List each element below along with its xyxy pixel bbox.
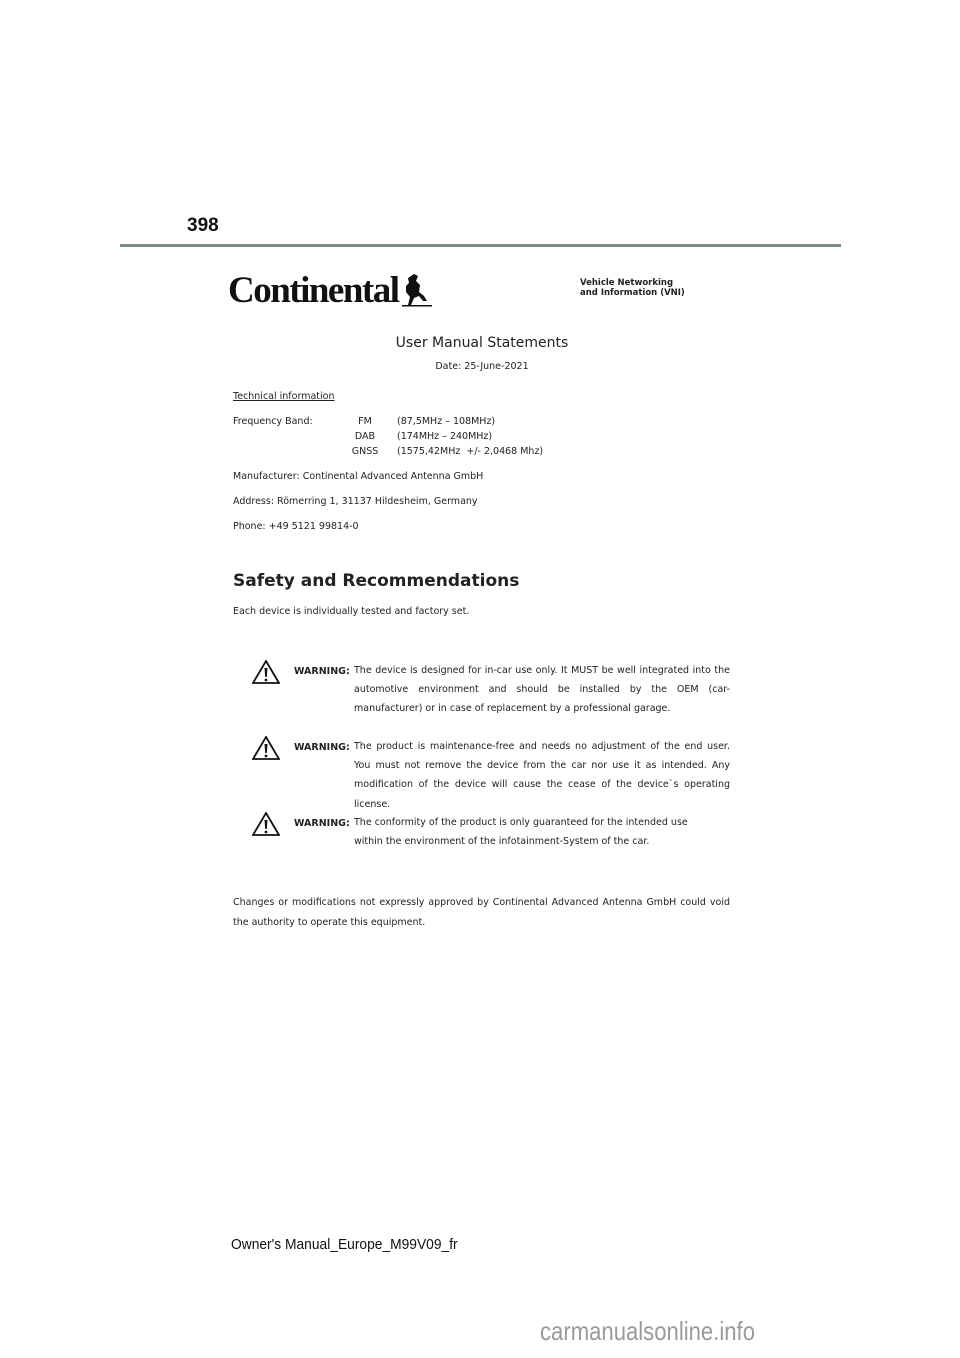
phone: Phone: +49 5121 99814-0 [233,521,359,532]
svg-text:Continental: Continental [228,270,400,311]
warning-label: WARNING: [294,742,350,753]
header-rule [120,244,841,247]
warning-label: WARNING: [294,818,350,829]
warning-triangle-icon [252,812,280,836]
division-line-1: Vehicle Networking [580,278,674,288]
warning-text: The conformity of the product is only guaranteed for the intended use within the environment of the infotainment-System of the car. [354,817,688,848]
band-name: GNSS [351,446,379,457]
warning-triangle-icon [252,736,280,760]
division-name [580,278,685,298]
warning-text: The product is maintenance-free and needs no adjustment of the end user. You must not remove the device from the car nor use it as intended. Any modification of the device will cause the cease of the device`s operating license. [354,741,730,810]
address: Address: Römerring 1, 31137 Hildesheim, Germany [233,496,478,507]
footer-manual-id: Owner's Manual_Europe_M99V09_fr [231,1236,458,1253]
changes-notice: Changes or modifications not expressly approved by Continental Advanced Antenna GmbH could void the authority to operate this equipment. [233,897,730,928]
safety-intro: Each device is individually tested and factory set. [233,606,470,617]
band-range: (87,5MHz – 108MHz) [397,416,496,427]
warning-label: WARNING: [294,666,350,677]
document-title: User Manual Statements [395,335,569,351]
warning-text: The device is designed for in-car use only. It MUST be well integrated into the automotive environment and should be installed by the OEM (car-manufacturer) or in case of replacement by a professional garage. [354,665,730,715]
continental-logo [228,268,438,314]
technical-heading: Technical information [233,391,335,402]
division-line-2: and Information (VNI) [580,288,685,298]
frequency-label: Frequency Band: [233,416,313,427]
page-number: 398 [187,215,219,236]
band-name: DAB [354,431,376,442]
band-range: (1575,42MHz +/- 2,0468 Mhz) [397,446,544,457]
document-date: Date: 25-June-2021 [435,361,529,372]
band-range: (174MHz – 240MHz) [397,431,493,442]
warning-triangle-icon [252,660,280,684]
manufacturer: Manufacturer: Continental Advanced Antenna GmbH [233,471,484,482]
band-name: FM [358,416,372,427]
watermark: carmanualsonline.info [540,1316,755,1346]
safety-heading: Safety and Recommendations [233,571,520,591]
